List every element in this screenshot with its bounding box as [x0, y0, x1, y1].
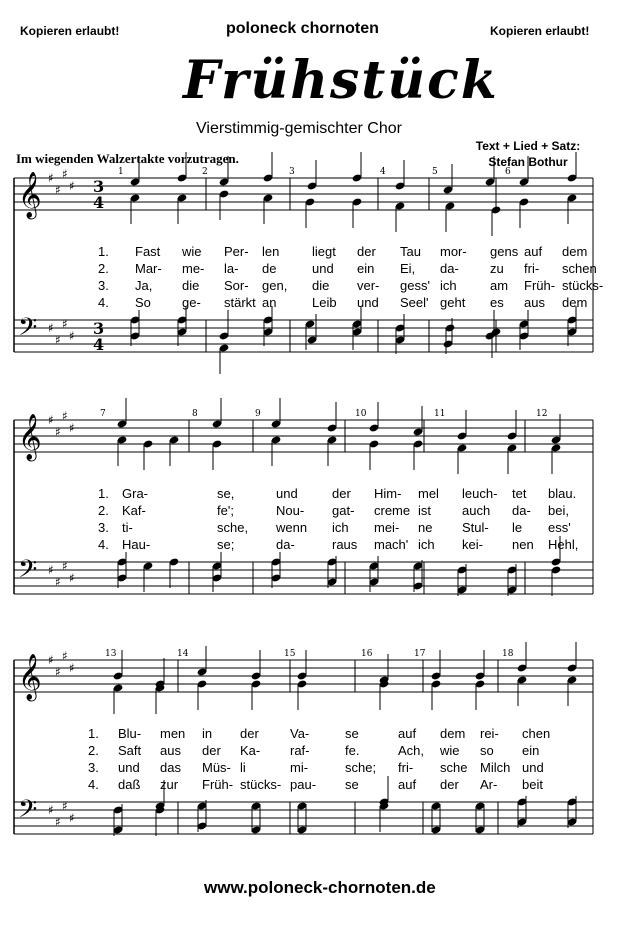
lyric-syllable: beit — [522, 777, 543, 792]
lyric-syllable: Sor- — [224, 278, 249, 293]
lyric-syllable: stücks- — [240, 777, 282, 792]
lyric-syllable: len — [262, 244, 280, 259]
treble-clef: 𝄞 — [18, 172, 42, 218]
bass-clef: 𝄢 — [18, 795, 38, 830]
lyric-syllable: das — [160, 760, 181, 775]
lyric-syllable: tet — [512, 486, 527, 501]
lyric-syllable: aus — [160, 743, 181, 758]
verse-number: 1. — [88, 726, 99, 741]
lyric-syllable: gens — [490, 244, 519, 259]
lyric-syllable: stücks- — [562, 278, 604, 293]
lyric-syllable: ich — [418, 537, 435, 552]
time-signature-top: 3 — [93, 177, 105, 196]
lyric-syllable: mel — [418, 486, 439, 501]
lyric-syllable: fri- — [398, 760, 414, 775]
lyric-syllable: bei, — [548, 503, 569, 518]
lyric-syllable: gess' — [400, 278, 430, 293]
lyric-syllable: die — [182, 278, 200, 293]
lyric-syllable: zu — [490, 261, 504, 276]
lyric-syllable: auf — [524, 244, 543, 259]
lyric-syllable: raf- — [290, 743, 310, 758]
measure-number: 15 — [284, 649, 296, 659]
lyric-syllable: Ka- — [240, 743, 261, 758]
lyric-syllable: Seel' — [400, 295, 429, 310]
site-name: poloneck chornoten — [226, 20, 379, 37]
lyric-syllable: dem — [562, 295, 588, 310]
lyric-syllable: da- — [512, 503, 531, 518]
key-signature-sharp: ♯ — [62, 559, 68, 573]
lyric-syllable: und — [276, 486, 298, 501]
lyric-syllable: wie — [182, 244, 202, 259]
verse-number: 4. — [98, 295, 109, 310]
key-signature-sharp: ♯ — [62, 799, 68, 813]
lyric-syllable: wenn — [276, 520, 308, 535]
lyric-syllable: Ach, — [398, 743, 425, 758]
measure-number: 7 — [100, 409, 106, 419]
lyric-syllable: der — [332, 486, 351, 501]
key-signature-sharp: ♯ — [55, 183, 61, 197]
lyric-syllable: de — [262, 261, 277, 276]
lyric-syllable: pau- — [290, 777, 317, 792]
lyric-syllable: ess' — [548, 520, 571, 535]
measure-number: 18 — [502, 649, 514, 659]
key-signature-sharp: ♯ — [55, 815, 61, 829]
verse-number: 2. — [88, 743, 99, 758]
credit-line-1: Text + Lied + Satz: — [475, 139, 581, 153]
lyric-syllable: geht — [440, 295, 466, 310]
lyric-syllable: leuch- — [462, 486, 498, 501]
lyric-syllable: la- — [224, 261, 239, 276]
lyric-syllable: raus — [332, 537, 358, 552]
verse-number: 1. — [98, 244, 109, 259]
lyric-syllable: kei- — [462, 537, 483, 552]
lyric-syllable: sche; — [345, 760, 377, 775]
measure-number: 2 — [202, 167, 208, 177]
key-signature-sharp: ♯ — [55, 333, 61, 347]
key-signature-sharp: ♯ — [55, 425, 61, 439]
lyric-syllable: die — [312, 278, 330, 293]
treble-clef: 𝄞 — [18, 414, 42, 460]
lyric-syllable: am — [490, 278, 509, 293]
lyric-syllable: fri- — [524, 261, 540, 276]
lyric-syllable: der — [202, 743, 221, 758]
lyric-syllable: Mar- — [135, 261, 162, 276]
lyric-syllable: Müs- — [202, 760, 231, 775]
tempo-marking: Im wiegenden Walzertakte vorzutragen. — [16, 151, 239, 166]
lyric-syllable: me- — [182, 261, 205, 276]
bass-clef: 𝄢 — [18, 555, 38, 590]
lyric-syllable: Va- — [290, 726, 310, 741]
measure-number: 16 — [361, 649, 373, 659]
key-signature-sharp: ♯ — [69, 661, 75, 675]
lyric-syllable: ti- — [122, 520, 133, 535]
lyric-syllable: ich — [332, 520, 349, 535]
lyric-syllable: mei- — [374, 520, 400, 535]
measure-number: 17 — [414, 649, 426, 659]
verse-number: 4. — [88, 777, 99, 792]
lyric-syllable: Per- — [224, 244, 249, 259]
key-signature-sharp: ♯ — [69, 329, 75, 343]
lyric-syllable: und — [522, 760, 544, 775]
verse-number: 3. — [98, 520, 109, 535]
measure-number: 8 — [192, 409, 198, 419]
lyric-syllable: Ei, — [400, 261, 416, 276]
lyric-syllable: creme — [374, 503, 411, 518]
key-signature-sharp: ♯ — [55, 665, 61, 679]
lyric-syllable: wie — [440, 743, 460, 758]
lyric-syllable: es — [490, 295, 504, 310]
lyric-syllable: daß — [118, 777, 141, 792]
lyric-syllable: in — [202, 726, 213, 741]
lyric-syllable: se — [345, 777, 359, 792]
key-signature-sharp: ♯ — [62, 167, 68, 181]
lyric-syllable: schen — [562, 261, 597, 276]
key-signature-sharp: ♯ — [48, 321, 54, 335]
copy-permission-right: Kopieren erlaubt! — [490, 24, 590, 38]
lyric-syllable: aus — [524, 295, 545, 310]
lyric-syllable: se; — [217, 537, 235, 552]
measure-number: 11 — [434, 409, 446, 419]
time-signature-top: 3 — [93, 319, 105, 338]
lyric-syllable: stärkt — [224, 295, 256, 310]
lyric-syllable: Früh- — [524, 278, 556, 293]
lyric-syllable: Blu- — [118, 726, 142, 741]
lyric-syllable: so — [480, 743, 494, 758]
measure-number: 10 — [355, 409, 367, 419]
copy-permission-left: Kopieren erlaubt! — [20, 24, 120, 38]
measure-number: 12 — [536, 409, 548, 419]
credit-line-2: Stefan Bothur — [488, 155, 568, 169]
lyric-syllable: Früh- — [202, 777, 234, 792]
song-subtitle: Vierstimmig-gemischter Chor — [196, 120, 402, 137]
song-title: Frühstück — [183, 50, 499, 111]
lyric-syllable: fe'; — [217, 503, 234, 518]
lyric-syllable: an — [262, 295, 277, 310]
key-signature-sharp: ♯ — [48, 171, 54, 185]
verse-number: 3. — [98, 278, 109, 293]
lyric-syllable: li — [240, 760, 246, 775]
verse-number: 2. — [98, 261, 109, 276]
verse-number: 1. — [98, 486, 109, 501]
time-signature-bottom: 4 — [93, 193, 105, 212]
measure-number: 13 — [105, 649, 117, 659]
lyric-syllable: sche — [440, 760, 468, 775]
lyric-syllable: liegt — [312, 244, 336, 259]
lyric-syllable: auf — [398, 726, 417, 741]
lyric-syllable: se, — [217, 486, 235, 501]
lyric-syllable: ver- — [357, 278, 380, 293]
lyric-syllable: ein — [522, 743, 540, 758]
lyric-syllable: ge- — [182, 295, 201, 310]
footer-url[interactable]: www.poloneck-chornoten.de — [204, 878, 436, 897]
lyric-syllable: da- — [276, 537, 295, 552]
lyric-syllable: Fast — [135, 244, 161, 259]
verse-number: 4. — [98, 537, 109, 552]
treble-clef: 𝄞 — [18, 654, 42, 700]
key-signature-sharp: ♯ — [69, 421, 75, 435]
lyric-syllable: da- — [440, 261, 459, 276]
key-signature-sharp: ♯ — [62, 649, 68, 663]
lyric-syllable: und — [357, 295, 379, 310]
key-signature-sharp: ♯ — [48, 563, 54, 577]
lyric-syllable: men — [160, 726, 186, 741]
lyric-syllable: ein — [357, 261, 375, 276]
time-signature-bottom: 4 — [93, 335, 105, 354]
lyric-syllable: gen, — [262, 278, 288, 293]
lyric-syllable: Him- — [374, 486, 402, 501]
lyric-syllable: der — [440, 777, 459, 792]
lyric-syllable: Kaf- — [122, 503, 146, 518]
lyric-syllable: auf — [398, 777, 417, 792]
lyric-syllable: Stul- — [462, 520, 489, 535]
lyric-syllable: Nou- — [276, 503, 305, 518]
lyric-syllable: Hehl, — [548, 537, 579, 552]
verse-number: 2. — [98, 503, 109, 518]
lyric-syllable: ich — [440, 278, 457, 293]
lyric-syllable: und — [118, 760, 140, 775]
lyric-syllable: Ja, — [135, 278, 153, 293]
lyric-syllable: mor- — [440, 244, 467, 259]
lyric-syllable: sche, — [217, 520, 249, 535]
lyric-syllable: Leib — [312, 295, 337, 310]
lyric-syllable: zur — [160, 777, 179, 792]
measure-number: 5 — [432, 167, 438, 177]
lyric-syllable: blau. — [548, 486, 577, 501]
lyric-syllable: Milch — [480, 760, 511, 775]
measure-number: 6 — [505, 167, 511, 177]
measure-number: 9 — [255, 409, 261, 419]
lyric-syllable: dem — [440, 726, 466, 741]
key-signature-sharp: ♯ — [62, 409, 68, 423]
key-signature-sharp: ♯ — [69, 179, 75, 193]
key-signature-sharp: ♯ — [48, 653, 54, 667]
lyric-syllable: se — [345, 726, 359, 741]
key-signature-sharp: ♯ — [48, 803, 54, 817]
lyric-syllable: Gra- — [122, 486, 148, 501]
lyric-syllable: gat- — [332, 503, 355, 518]
lyric-syllable: fe. — [345, 743, 360, 758]
lyric-syllable: Saft — [118, 743, 142, 758]
measure-number: 3 — [289, 167, 295, 177]
key-signature-sharp: ♯ — [69, 571, 75, 585]
lyric-syllable: ist — [418, 503, 431, 518]
lyric-syllable: rei- — [480, 726, 499, 741]
lyric-syllable: Hau- — [122, 537, 151, 552]
key-signature-sharp: ♯ — [62, 317, 68, 331]
lyric-syllable: der — [240, 726, 259, 741]
measure-number: 14 — [177, 649, 189, 659]
key-signature-sharp: ♯ — [48, 413, 54, 427]
lyric-syllable: nen — [512, 537, 534, 552]
bass-clef: 𝄢 — [18, 313, 38, 348]
lyric-syllable: Ar- — [480, 777, 498, 792]
lyric-syllable: chen — [522, 726, 551, 741]
lyric-syllable: Tau — [400, 244, 421, 259]
lyric-syllable: ne — [418, 520, 433, 535]
lyric-syllable: und — [312, 261, 334, 276]
lyric-syllable: auch — [462, 503, 491, 518]
measure-number: 4 — [380, 167, 386, 177]
lyric-syllable: So — [135, 295, 151, 310]
verse-number: 3. — [88, 760, 99, 775]
lyric-syllable: der — [357, 244, 376, 259]
key-signature-sharp: ♯ — [55, 575, 61, 589]
lyric-syllable: dem — [562, 244, 588, 259]
measure-number: 1 — [118, 167, 124, 177]
lyric-syllable: le — [512, 520, 523, 535]
key-signature-sharp: ♯ — [69, 811, 75, 825]
lyric-syllable: mach' — [374, 537, 409, 552]
lyric-syllable: mi- — [290, 760, 309, 775]
